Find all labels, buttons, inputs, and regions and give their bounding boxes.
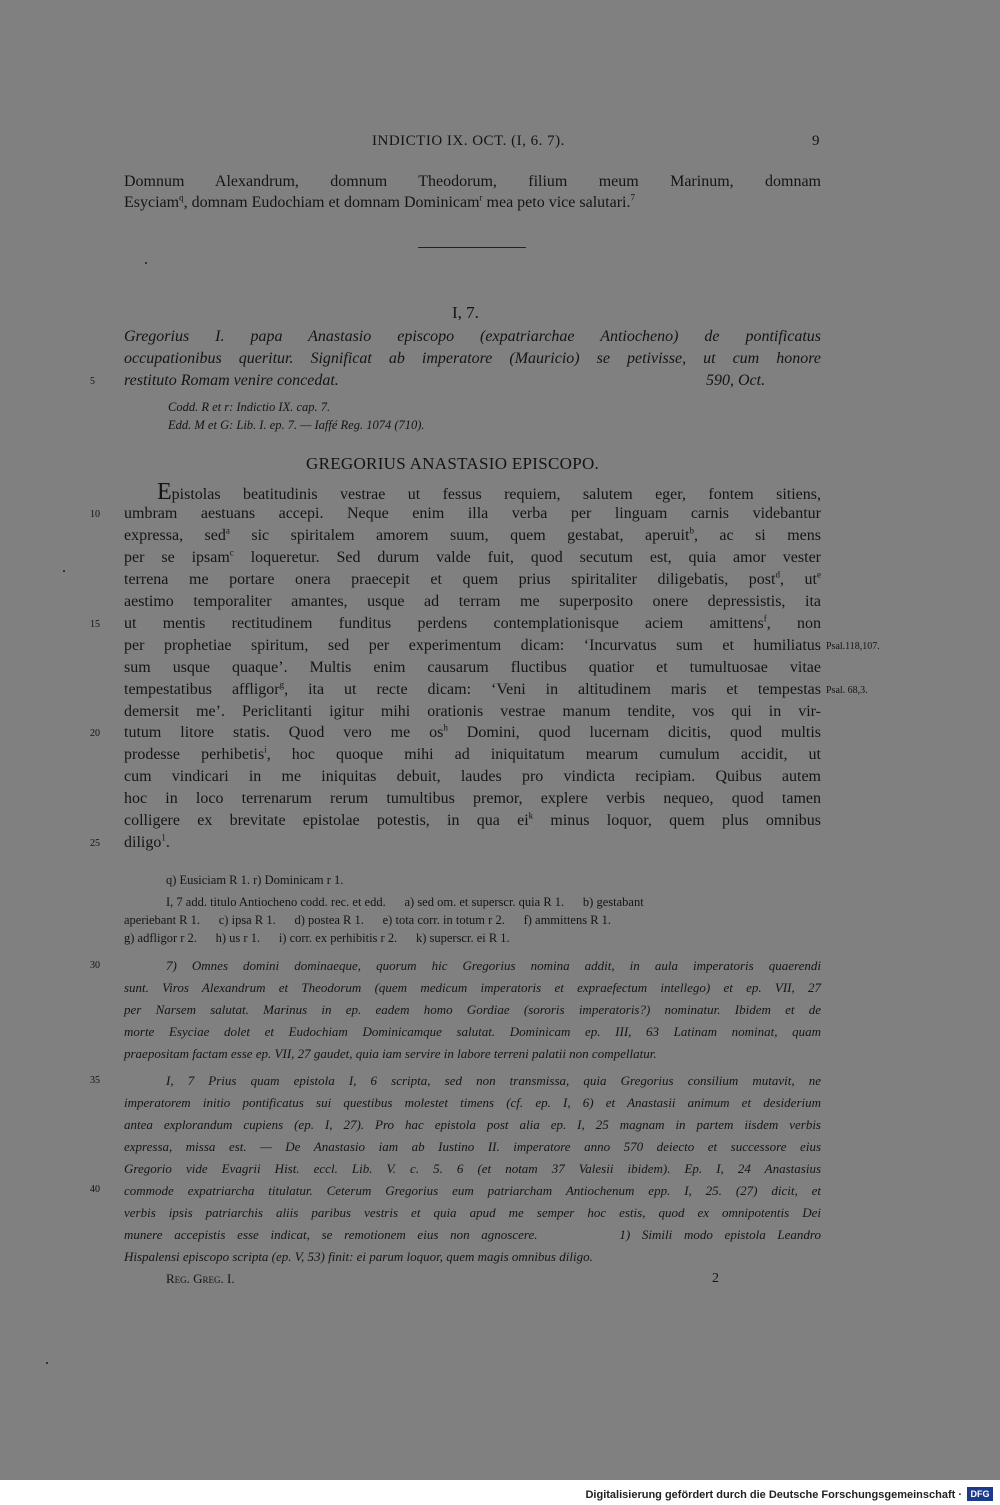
editions-line: Edd. M et G: Lib. I. ep. 7. — Iaffé Reg. 1074 (710). [168,418,425,432]
text-line-9: sum usque quaque’. Multis enim causarum fluctibus quatior et tumultuosae vitae [124,659,821,676]
text-line-5: terrena me portare onera praecepit et quem prius spiritaliter diligebatis, post$^d$, $ut^e$ [124,569,822,588]
codices-line: Codd. R et r: Indictio IX. cap. 7. [168,400,331,414]
text-line-10: tempestatibus affligor$^g$, ita ut recte dicam: ‘Veni in altitudinem maris et tempestas [124,679,822,698]
note-i7-line-6: commode expatriarcha titulatur. Ceterum Gregorius eum patriarcham Antiochenum epp. I, 25. (27) dicit, et [124,1183,821,1198]
text-line-4: per se ipsam$^c$ loqueretur. Sed durum valde fuit, quod secutum est, quia amor vester [124,547,821,566]
note-i7-line-2: imperatorem initio pontificatus sui questibus molestet timens (cf. ep. I, 6) et Anastasii animum et desiderium [124,1095,821,1110]
text-line-1: Epistolas beatitudinis vestrae ut fessus requiem, salutem eger, fontem sitiens, [157,479,821,505]
signature-number: 2 [712,1271,719,1286]
letter-date: 590, Oct. [706,372,766,389]
note-7-line-1: 7) Omnes domini dominaeque, quorum hic Gregorius nomina addit, in aula imperatoris quaerendi [166,958,821,973]
text-line-3: expressa, sed$^a$ sic spiritalem amorem suum, quem gestabat, aperuit$^b$, ac si mens [124,525,821,544]
text-line-14: cum vindicari in me iniquitas debuit, laudes pro vindicta recipiam. Quibus autem [124,768,821,785]
note-i7-line-1: I, 7 Prius quam epistola I, 6 scripta, sed non transmissa, quia Gregorius consilium mutavit, ne [166,1073,821,1088]
summary-line-2: occupationibus queritur. Significat ab imperatore (Mauricio) se petivisse, ut cum honore [124,350,821,367]
apparatus-line-2: I, 7 add. titulo Antiocheno codd. rec. et edd. a) sed om. et superscr. quia R 1. b) gestabant [166,895,644,909]
letter-title: GREGORIUS ANASTASIO EPISCOPO. [306,454,600,473]
note-i7-line-9: Hispalensi episcopo scripta (ep. V, 53) finit: ei parum loquor, quem magis omnibus diligo. [124,1249,593,1264]
apparatus-line-4: g) adfligor r 2. h) us r 1. i) corr. ex perhibitis r 2. k) superscr. ei R 1. [124,931,510,945]
apparatus-line-1: q) Eusiciam R 1. r) Dominicam r 1. [166,873,344,887]
footer-credit: Digitalisierung gefördert durch die Deutsche Forschungsgemeinschaft · [585,1489,962,1501]
apparatus-line-3: aperiebant R 1. c) ipsa R 1. d) postea R 1. e) tota corr. in totum r 2. f) ammittens R 1. [124,913,612,927]
note-i7-line-4: expressa, missa est. — De Anastasio iam ab Iustino II. imperatore anno 570 deiecto et successore eius [124,1139,821,1154]
note-i7-line-3: antea explorandum cupiens (ep. I, 27). Pro hac epistola post alia ep. I, 25 magnam in partem iisdem verbis [124,1117,821,1132]
note-7-line-4: morte Esyciae dolet et Eudochiam Dominicamque salutat. Dominicam ep. III, 63 Latinam nominat, quam [124,1024,821,1039]
line-number: 5 [90,376,95,387]
speck [46,1362,48,1364]
text-line-17: diligo$^1$. [124,832,170,851]
note-i7-line-8: munere accepistis esse indicat, se remotionem eius non agnoscere. 1) Simili modo epistola Leandro [124,1227,821,1242]
note-7-line-3: per Narsem salutat. Marinus in ep. eadem homo Gordiae (sororis imperatoris?) nominatur. Ibidem et de [124,1002,821,1017]
dfg-logo: DFG [967,1487,993,1501]
text-line-11: demersit me’. Periclitanti igitur mihi orationis vestrae manum tendite, vos qui in vir- [124,703,821,720]
speck [145,262,147,264]
signature-mark: Reg. Greg. I. [166,1271,235,1286]
text-line-16: colligere ex brevitate epistolae potestis, in qua $ei^k$ minus loquor, quem plus omnibus [124,810,821,829]
line-number: 15 [90,619,100,630]
text-line-12: tutum litore statis. Quod vero me $os^h$ Domini, quod lucernam dicitis, quod multis [124,722,822,741]
line-number: 30 [90,960,100,971]
speck [63,570,65,572]
text-line-7: ut mentis rectitudinem funditus perdens contemplationisque aciem amittens$^f$, non [124,613,821,632]
note-7-line-2: sunt. Viros Alexandrum et Theodorum (quem medicum imperatoris et expraefectum intellego) et ep. VII, 27 [124,980,821,995]
prev-letter-line-2: Esyciam$^q$, domnam Eudochiam et domnam Dominicam$^r$ mea peto vice salutari.$^7$ [124,192,635,211]
summary-line-3: restituto Romam venire concedat. [124,372,339,389]
line-number: 10 [90,509,100,520]
note-7-line-5: praepositam factam esse ep. VII, 27 gaudet, quia iam servire in labore terreni palatii non compellatur. [124,1046,657,1061]
text-line-6: aestimo temporaliter amantes, usque ad terram me superposito onere depressistis, ita [124,593,821,610]
page-number: 9 [812,133,820,149]
text-line-8: per prophetiae spiritum, sed per experimentum dicam: ‘Incurvatus sum et humiliatus [124,637,821,654]
running-title: INDICTIO IX. OCT. (I, 6. 7). [372,133,565,149]
section-divider [418,247,526,248]
line-number: 40 [90,1184,100,1195]
summary-line-1: Gregorius I. papa Anastasio episcopo (expatriarchae Antiocheno) de pontificatus [124,328,821,345]
margin-ref-psalm-118: Psal.118,107. [826,641,880,652]
line-number: 35 [90,1075,100,1086]
note-i7-line-5: Gregorio vide Evagrii Hist. eccl. Lib. V. c. 5. 6 (et notam 37 Valesii ibidem). Ep. I, 24 Anastasius [124,1161,821,1176]
prev-letter-line-1: Domnum Alexandrum, domnum Theodorum, filium meum Marinum, domnam [124,173,821,190]
text-line-15: hoc in loco terrenarum rerum tumultibus premor, explere verbis nequeo, quod tamen [124,790,821,807]
margin-ref-psalm-68: Psal. 68,3. [826,685,868,696]
text-line-2: umbram aestuans accepi. Neque enim illa verba per linguam carnis videbantur [124,505,821,522]
line-number: 20 [90,728,100,739]
text-line-13: prodesse perhibetis$^i$, hoc quoque mihi ad iniquitatum mearum cumulum accidit, ut [124,744,822,763]
letter-number: I, 7. [452,303,479,322]
note-i7-line-7: verbis ipsis patriarchis aliis paribus vestris et quia apud me semper hoc estis, quod ex omnipotentis Dei [124,1205,821,1220]
line-number: 25 [90,838,100,849]
